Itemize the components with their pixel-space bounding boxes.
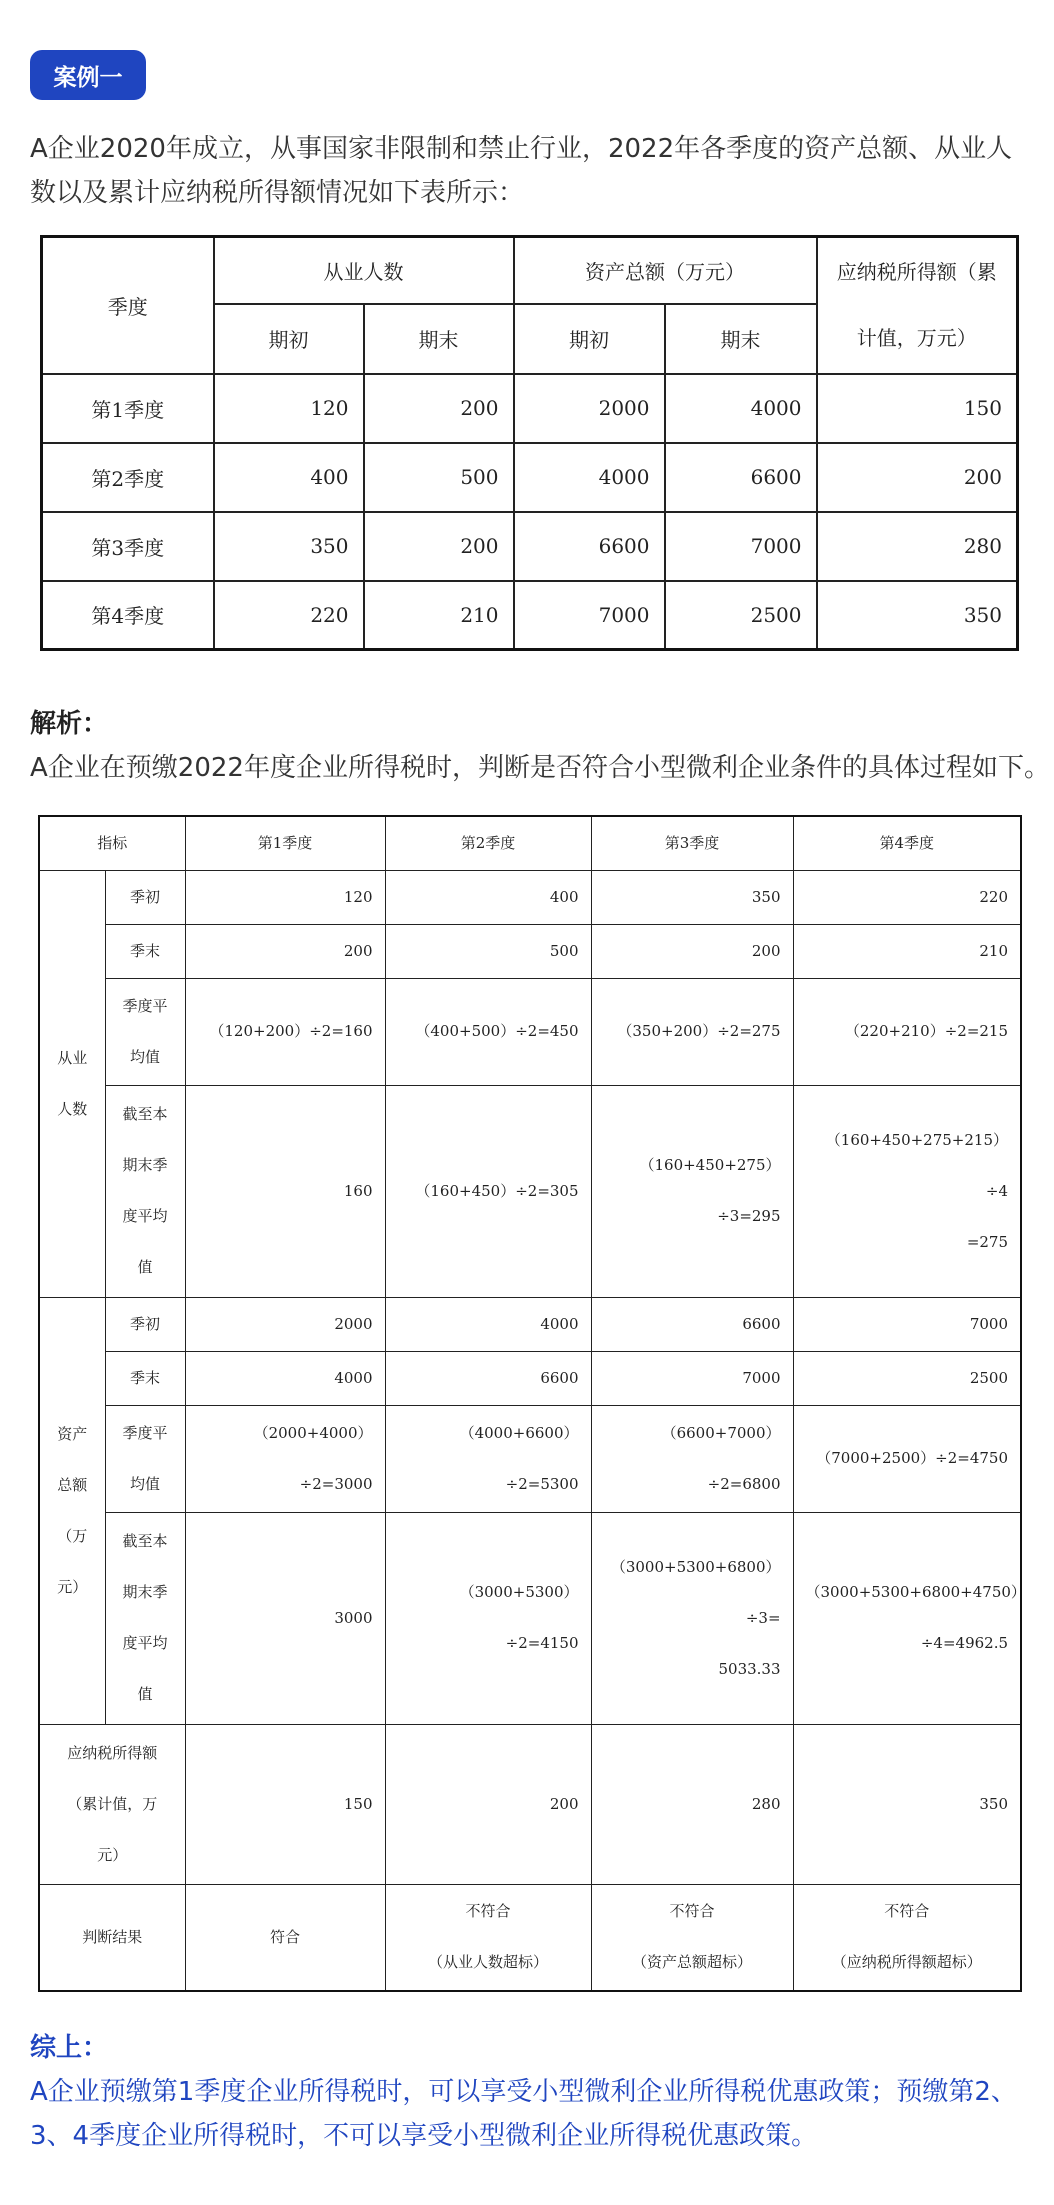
result-q2-line: （从业人数超标） — [428, 1953, 549, 1972]
tax-values-q4: 350 — [793, 1724, 1021, 1884]
result-q2-line: 不符合 — [465, 1902, 511, 1921]
quarter-label: 第1季度 — [42, 374, 214, 443]
result-label: 判断结果 — [39, 1884, 185, 1991]
ast-begin-q4: 7000 — [793, 1297, 1021, 1351]
label-quarter-end: 季末 — [105, 1351, 185, 1405]
emp-begin-value: 350 — [214, 512, 364, 581]
result-q1-line: 符合 — [270, 1927, 301, 1946]
ast-avg-q1: （2000+4000）÷2=3000 — [185, 1405, 385, 1512]
table-row — [42, 443, 1018, 512]
label-quarter-end: 季末 — [105, 924, 185, 978]
header-quarter-2: 第2季度 — [385, 816, 591, 870]
ast-end-q4: 2500 — [793, 1351, 1021, 1405]
taxable-income-label-line: 应纳税所得额 — [67, 1743, 158, 1762]
table-row — [39, 1884, 1021, 1991]
quarter-label: 第2季度 — [42, 443, 214, 512]
header-quarter-4: 第4季度 — [793, 816, 1021, 870]
emp-begin-q2: 400 — [385, 870, 591, 924]
label-cumulative-average — [105, 1085, 185, 1297]
taxable-income-label-line: 元） — [97, 1845, 128, 1864]
table-row — [39, 924, 1021, 978]
ast-begin-q2: 4000 — [385, 1297, 591, 1351]
header-emp-begin: 期初 — [214, 304, 364, 374]
label-cumulative-average-line: 度平均 — [122, 1207, 168, 1225]
label-cumulative-average-line: 期末季 — [122, 1156, 168, 1174]
header-quarter-1: 第1季度 — [185, 816, 385, 870]
emp-cum-line: =275 — [966, 1232, 1009, 1251]
emp-cum-q1 — [185, 1085, 385, 1297]
ast-cum-line: 5033.33 — [718, 1659, 781, 1678]
emp-avg-q4: （220+210）÷2=215 — [793, 978, 1021, 1085]
assets-group-line: 元） — [57, 1577, 88, 1596]
ast-avg-q4: （7000+2500）÷2=4750 — [793, 1405, 1021, 1512]
emp-begin-value: 120 — [214, 374, 364, 443]
emp-cum-line: ÷3=295 — [717, 1207, 781, 1225]
ast-end-q3: 7000 — [591, 1351, 793, 1405]
label-cumulative-average-line: 截至本 — [122, 1532, 168, 1550]
emp-cum-q4 — [793, 1085, 1021, 1297]
label-quarter-average — [105, 1405, 185, 1512]
table-row — [39, 870, 1021, 924]
tax-values-q2: 200 — [385, 1724, 591, 1884]
label-quarter-average-line: 均值 — [130, 1474, 161, 1493]
emp-begin-value: 220 — [214, 581, 364, 650]
emp-avg-q2: （400+500）÷2=450 — [385, 978, 591, 1085]
result-q4-line: （应纳税所得额超标） — [831, 1953, 982, 1972]
table-row — [42, 581, 1018, 650]
header-quarter-3: 第3季度 — [591, 816, 793, 870]
table-row — [39, 1351, 1021, 1405]
ast-cum-line: （3000+5300+6800） — [610, 1557, 781, 1576]
asset-begin-value: 2000 — [514, 374, 665, 443]
header-asset-begin: 期初 — [514, 304, 665, 374]
employees-group-line: 从业 — [57, 1048, 88, 1067]
emp-avg-q3: （350+200）÷2=275 — [591, 978, 793, 1085]
analysis-text: A企业在预缴2022年度企业所得税时，判断是否符合小型微利企业条件的具体过程如下。 — [30, 753, 1050, 783]
emp-avg-q1: （120+200）÷2=160 — [185, 978, 385, 1085]
emp-cum-q3 — [591, 1085, 793, 1297]
assets-group-line: 资产 — [57, 1424, 88, 1443]
emp-begin-q1: 120 — [185, 870, 385, 924]
taxable-income-value: 200 — [817, 443, 1018, 512]
result-q3-line: 不符合 — [669, 1902, 715, 1921]
emp-cum-q2 — [385, 1085, 591, 1297]
header-indicator: 指标 — [39, 816, 185, 870]
table-row — [39, 1512, 1021, 1724]
result-q3 — [591, 1884, 793, 1991]
label-quarter-begin: 季初 — [105, 1297, 185, 1351]
ast-begin-q3: 6600 — [591, 1297, 793, 1351]
asset-end-value: 2500 — [665, 581, 817, 650]
assets-group-label — [39, 1297, 105, 1724]
ast-cum-line: （3000+5300）÷2=4150 — [459, 1583, 579, 1652]
ast-cum-line: ÷3= — [745, 1608, 781, 1627]
ast-avg-q3: （6600+7000）÷2=6800 — [591, 1405, 793, 1512]
taxable-income-value: 150 — [817, 374, 1018, 443]
table-row — [42, 374, 1018, 443]
tax-values-q3: 280 — [591, 1724, 793, 1884]
assets-group-line: 总额 — [57, 1475, 88, 1494]
emp-begin-value: 400 — [214, 443, 364, 512]
ast-begin-q1: 2000 — [185, 1297, 385, 1351]
header-taxable-line-2: 计值，万元） — [856, 326, 977, 351]
ast-end-q1: 4000 — [185, 1351, 385, 1405]
asset-begin-value: 7000 — [514, 581, 665, 650]
taxable-income-label — [39, 1724, 185, 1884]
emp-end-value: 200 — [364, 374, 514, 443]
emp-begin-q4: 220 — [793, 870, 1021, 924]
asset-begin-value: 4000 — [514, 443, 665, 512]
emp-end-q3: 200 — [591, 924, 793, 978]
taxable-income-value: 280 — [817, 512, 1018, 581]
employees-group-line: 人数 — [57, 1099, 88, 1118]
ast-cum-line: （3000+5300+6800+4750） — [805, 1583, 1026, 1601]
label-quarter-average-line: 均值 — [130, 1047, 161, 1066]
result-q4 — [793, 1884, 1021, 1991]
case-badge: 案例一 — [30, 50, 146, 100]
table-row — [39, 1297, 1021, 1351]
taxable-income-value: 350 — [817, 581, 1018, 650]
result-q3-line: （资产总额超标） — [632, 1953, 753, 1972]
table-row — [39, 1405, 1021, 1512]
ast-cum-q2 — [385, 1512, 591, 1724]
header-quarter: 季度 — [42, 237, 214, 374]
asset-begin-value: 6600 — [514, 512, 665, 581]
emp-cum-line: （160+450）÷2=305 — [415, 1181, 579, 1200]
ast-cum-q4 — [793, 1512, 1026, 1724]
emp-cum-line: （160+450+275+215）÷4 — [825, 1130, 1009, 1200]
header-taxable-line-1: 应纳税所得额（累 — [836, 260, 997, 285]
quarter-label: 第4季度 — [42, 581, 214, 650]
emp-cum-line: （160+450+275） — [639, 1156, 781, 1174]
ast-end-q2: 6600 — [385, 1351, 591, 1405]
emp-end-value: 500 — [364, 443, 514, 512]
header-employees: 从业人数 — [214, 237, 514, 304]
label-quarter-average-line: 季度平 — [122, 996, 168, 1015]
label-cumulative-average — [105, 1512, 185, 1724]
header-assets: 资产总额（万元） — [514, 237, 817, 304]
ast-avg-q2: （4000+6600）÷2=5300 — [385, 1405, 591, 1512]
summary-heading: 综上： — [30, 2033, 109, 2063]
taxable-income-label-line: （累计值，万 — [67, 1794, 158, 1813]
ast-cum-line: ÷4=4962.5 — [920, 1634, 1009, 1652]
emp-end-value: 210 — [364, 581, 514, 650]
label-quarter-average-line: 季度平 — [122, 1423, 168, 1442]
summary-text: A企业预缴第1季度企业所得税时，可以享受小型微利企业所得税优惠政策；预缴第2、3、4季度企业所得税时，不可以享受小型微利企业所得税优惠政策。 — [30, 2077, 1017, 2151]
asset-end-value: 6600 — [665, 443, 817, 512]
table-row — [39, 978, 1021, 1085]
ast-cum-q3 — [591, 1512, 793, 1724]
emp-cum-line: 160 — [343, 1181, 373, 1200]
label-cumulative-average-line: 度平均 — [122, 1634, 168, 1652]
table-row — [39, 1085, 1021, 1297]
quarter-label: 第3季度 — [42, 512, 214, 581]
emp-end-value: 200 — [364, 512, 514, 581]
label-cumulative-average-line: 值 — [137, 1258, 153, 1276]
label-quarter-average — [105, 978, 185, 1085]
header-emp-end: 期末 — [364, 304, 514, 374]
analysis-heading: 解析： — [30, 709, 109, 739]
label-quarter-begin: 季初 — [105, 870, 185, 924]
employees-group-label — [39, 870, 105, 1297]
asset-end-value: 7000 — [665, 512, 817, 581]
quarterly-data-table — [40, 235, 1019, 651]
label-cumulative-average-line: 值 — [137, 1685, 153, 1703]
emp-end-q1: 200 — [185, 924, 385, 978]
table-row — [42, 512, 1018, 581]
result-q1 — [185, 1884, 385, 1991]
analysis-table — [38, 815, 1026, 1992]
emp-end-q2: 500 — [385, 924, 591, 978]
assets-group-line: （万 — [57, 1526, 88, 1545]
intro-text: A企业2020年成立，从事国家非限制和禁止行业，2022年各季度的资产总额、从业人数以及累计应纳税所得额情况如下表所示： — [30, 134, 1013, 208]
emp-begin-q3: 350 — [591, 870, 793, 924]
emp-end-q4: 210 — [793, 924, 1021, 978]
tax-values-q1: 150 — [185, 1724, 385, 1884]
header-asset-end: 期末 — [665, 304, 817, 374]
table-row — [39, 816, 1021, 870]
ast-cum-q1 — [185, 1512, 385, 1724]
result-q2 — [385, 1884, 591, 1991]
result-q4-line: 不符合 — [884, 1902, 930, 1921]
table-row — [39, 1724, 1021, 1884]
ast-cum-line: 3000 — [334, 1608, 373, 1627]
label-cumulative-average-line: 期末季 — [122, 1583, 168, 1601]
header-taxable-income — [817, 237, 1018, 374]
asset-end-value: 4000 — [665, 374, 817, 443]
label-cumulative-average-line: 截至本 — [122, 1105, 168, 1123]
